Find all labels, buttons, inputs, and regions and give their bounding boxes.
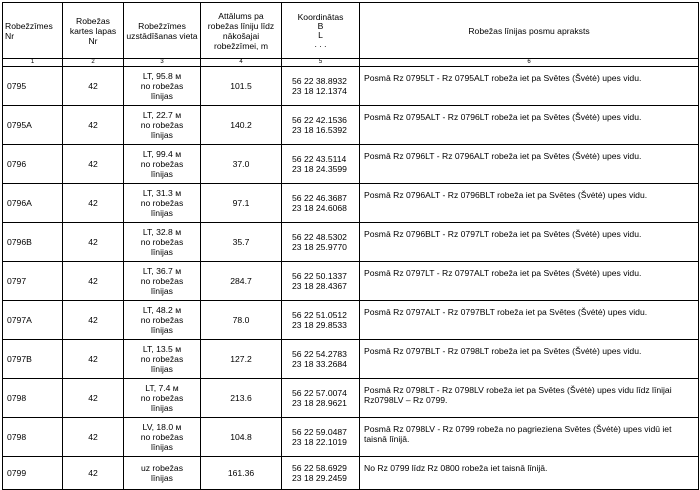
- coordinates: [282, 457, 360, 490]
- distance: 101.5: [201, 67, 282, 106]
- table-row: [3, 67, 699, 106]
- install-place-line: LT, 13.5 м: [142, 344, 182, 354]
- distance: 161.36: [201, 457, 282, 490]
- install-place: [124, 340, 201, 379]
- marker-number: 0798: [3, 379, 63, 418]
- install-place-line: līnijas: [151, 130, 173, 140]
- segment-description: Posmā Rz 0798LT - Rz 0798LV robeža iet pa Svētes (Švėtė) upes vidu līdz līnijai Rz0798LV – Rz 0799.: [360, 379, 699, 418]
- coordinates: [282, 145, 360, 184]
- coordinate-b: 56 22 54.2783: [292, 349, 347, 359]
- sheet-number: 42: [63, 223, 124, 262]
- coordinates: [282, 379, 360, 418]
- install-place-line: LT, 99.4 м: [142, 149, 182, 159]
- column-number: 2: [63, 59, 124, 67]
- install-place-line: no robežas: [140, 81, 184, 91]
- distance: 37.0: [201, 145, 282, 184]
- coordinates: [282, 262, 360, 301]
- install-place-line: līnijas: [151, 169, 173, 179]
- coordinates: [282, 340, 360, 379]
- marker-number: 0797B: [3, 340, 63, 379]
- sheet-number: 42: [63, 301, 124, 340]
- table-row: [3, 340, 699, 379]
- coordinate-l: 23 18 25.9770: [292, 242, 347, 252]
- install-place-line: līnijas: [151, 286, 173, 296]
- coordinates: [282, 67, 360, 106]
- coordinate-b: 56 22 57.0074: [292, 388, 347, 398]
- install-place-line: līnijas: [151, 403, 173, 413]
- header-coordinates: [282, 3, 360, 59]
- marker-number: 0798: [3, 418, 63, 457]
- install-place-line: no robežas: [140, 276, 184, 286]
- coordinate-l: 23 18 22.1019: [292, 437, 347, 447]
- install-place-line: līnijas: [151, 364, 173, 374]
- segment-description: Posmā Rz 0795ALT - Rz 0796LT robeža iet pa Svētes (Švėtė) upes vidu.: [360, 106, 699, 145]
- coordinate-l: 23 18 29.2459: [292, 473, 347, 483]
- distance: 284.7: [201, 262, 282, 301]
- install-place-line: līnijas: [151, 208, 173, 218]
- coordinates: [282, 301, 360, 340]
- install-place-line: no robežas: [140, 198, 184, 208]
- install-place-line: LV, 18.0 м: [142, 422, 182, 432]
- header-distance: Attālums pa robežas līniju līdz nākošajai robežzīmei, m: [201, 3, 282, 59]
- segment-description: Posmā Rz 0795LT - Rz 0795ALT robeža iet pa Svētes (Švėtė) upes vidu.: [360, 67, 699, 106]
- install-place-line: uz robežas: [140, 463, 184, 473]
- header-sheet-number: Robežas kartes lapas Nr: [63, 3, 124, 59]
- document-page: [2, 2, 699, 490]
- coordinate-b: 56 22 38.8932: [292, 76, 347, 86]
- table-row: [3, 301, 699, 340]
- distance: 213.6: [201, 379, 282, 418]
- distance: 127.2: [201, 340, 282, 379]
- install-place-line: no robežas: [140, 159, 184, 169]
- table-row: [3, 457, 699, 490]
- install-place-line: līnijas: [151, 442, 173, 452]
- segment-description: Posmā Rz 0797LT - Rz 0797ALT robeža iet pa Svētes (Švėtė) upes vidu.: [360, 262, 699, 301]
- coordinates: [282, 418, 360, 457]
- coordinate-l: 23 18 24.6068: [292, 203, 347, 213]
- install-place: [124, 418, 201, 457]
- install-place: [124, 301, 201, 340]
- segment-description: Posmā Rz 0798LV - Rz 0799 robeža no pagrieziena Svētes (Švėtė) upes vidū iet taisnā līnijā.: [360, 418, 699, 457]
- distance: 140.2: [201, 106, 282, 145]
- segment-description: Posmā Rz 0796LT - Rz 0796ALT robeža iet pa Svētes (Švėtė) upes vidu.: [360, 145, 699, 184]
- coordinate-l: 23 18 24.3599: [292, 164, 347, 174]
- coordinate-b: 56 22 58.6929: [292, 463, 347, 473]
- install-place-line: no robežas: [140, 354, 184, 364]
- install-place: [124, 223, 201, 262]
- coordinate-l: 23 18 28.4367: [292, 281, 347, 291]
- sheet-number: 42: [63, 262, 124, 301]
- install-place-line: līnijas: [151, 247, 173, 257]
- install-place-line: no robežas: [140, 432, 184, 442]
- column-number: 1: [3, 59, 63, 67]
- install-place-line: līnijas: [151, 325, 173, 335]
- marker-number: 0795: [3, 67, 63, 106]
- header-row: [3, 3, 699, 59]
- install-place-line: LT, 48.2 м: [142, 305, 182, 315]
- marker-number: 0795A: [3, 106, 63, 145]
- header-install-place: Robežzīmes uzstādīšanas vieta: [124, 3, 201, 59]
- install-place-line: līnijas: [151, 473, 173, 483]
- coordinates: [282, 184, 360, 223]
- coordinate-l: 23 18 16.5392: [292, 125, 347, 135]
- coordinate-b: 56 22 43.5114: [292, 154, 347, 164]
- install-place-line: no robežas: [140, 237, 184, 247]
- table-row: [3, 184, 699, 223]
- install-place: [124, 145, 201, 184]
- install-place: [124, 457, 201, 490]
- marker-number: 0797A: [3, 301, 63, 340]
- coordinate-l: 23 18 33.2684: [292, 359, 347, 369]
- marker-number: 0796: [3, 145, 63, 184]
- marker-number: 0797: [3, 262, 63, 301]
- install-place-line: LT, 36.7 м: [142, 266, 182, 276]
- coordinate-l: 23 18 12.1374: [292, 86, 347, 96]
- distance: 104.8: [201, 418, 282, 457]
- coordinate-l: 23 18 28.9621: [292, 398, 347, 408]
- column-number: 6: [360, 59, 699, 67]
- segment-description: Posmā Rz 0797ALT - Rz 0797BLT robeža iet pa Svētes (Švėtė) upes vidu.: [360, 301, 699, 340]
- sheet-number: 42: [63, 379, 124, 418]
- column-number: 5: [282, 59, 360, 67]
- install-place: [124, 262, 201, 301]
- marker-number: 0796B: [3, 223, 63, 262]
- install-place-line: LT, 22.7 м: [142, 110, 182, 120]
- distance: 35.7: [201, 223, 282, 262]
- header-description: Robežas līnijas posmu apraksts: [360, 3, 699, 59]
- coordinate-b: 56 22 48.5302: [292, 232, 347, 242]
- column-number: 3: [124, 59, 201, 67]
- coordinate-l: 23 18 29.8533: [292, 320, 347, 330]
- sheet-number: 42: [63, 340, 124, 379]
- sheet-number: 42: [63, 418, 124, 457]
- marker-number: 0796A: [3, 184, 63, 223]
- sheet-number: 42: [63, 67, 124, 106]
- segment-description: Posmā Rz 0796ALT - Rz 0796BLT robeža iet pa Svētes (Švėtė) upes vidu.: [360, 184, 699, 223]
- header-marker-number: Robežzīmes Nr: [3, 3, 63, 59]
- install-place-line: līnijas: [151, 91, 173, 101]
- segment-description: Posmā Rz 0796BLT - Rz 0797LT robeža iet pa Svētes (Švėtė) upes vidu.: [360, 223, 699, 262]
- column-number-row: [3, 59, 699, 67]
- table-row: [3, 106, 699, 145]
- sheet-number: 42: [63, 145, 124, 184]
- install-place: [124, 379, 201, 418]
- sheet-number: 42: [63, 106, 124, 145]
- segment-description: No Rz 0799 līdz Rz 0800 robeža iet taisnā līnijā.: [360, 457, 699, 490]
- install-place-line: LT, 32.8 м: [142, 227, 182, 237]
- coordinate-b: 56 22 46.3687: [292, 193, 347, 203]
- coordinate-b: 56 22 51.0512: [292, 310, 347, 320]
- table-row: [3, 379, 699, 418]
- coordinate-b: 56 22 42.1536: [292, 115, 347, 125]
- install-place-line: LT, 95.8 м: [142, 71, 182, 81]
- header-coordinates-b: B: [317, 20, 324, 31]
- table-row: [3, 418, 699, 457]
- distance: 97.1: [201, 184, 282, 223]
- install-place-line: LT, 31.3 м: [142, 188, 182, 198]
- install-place: [124, 106, 201, 145]
- coordinate-b: 56 22 59.0487: [292, 427, 347, 437]
- install-place: [124, 67, 201, 106]
- coordinate-b: 56 22 50.1337: [292, 271, 347, 281]
- coordinates: [282, 106, 360, 145]
- install-place-line: no robežas: [140, 393, 184, 403]
- header-coordinates-l: L: [318, 29, 323, 40]
- segment-description: Posmā Rz 0797BLT - Rz 0798LT robeža iet pa Svētes (Švėtė) upes vidu.: [360, 340, 699, 379]
- sheet-number: 42: [63, 184, 124, 223]
- install-place: [124, 184, 201, 223]
- column-number: 4: [201, 59, 282, 67]
- install-place-line: no robežas: [140, 120, 184, 130]
- table-row: [3, 262, 699, 301]
- boundary-table: [2, 2, 699, 490]
- distance: 78.0: [201, 301, 282, 340]
- coordinates: [282, 223, 360, 262]
- sheet-number: 42: [63, 457, 124, 490]
- table-row: [3, 223, 699, 262]
- header-coordinates-dots: . . .: [314, 38, 327, 49]
- marker-number: 0799: [3, 457, 63, 490]
- install-place-line: no robežas: [140, 315, 184, 325]
- install-place-line: LT, 7.4 м: [145, 383, 179, 393]
- header-coordinates-title: Koordinātas: [297, 11, 344, 22]
- table-row: [3, 145, 699, 184]
